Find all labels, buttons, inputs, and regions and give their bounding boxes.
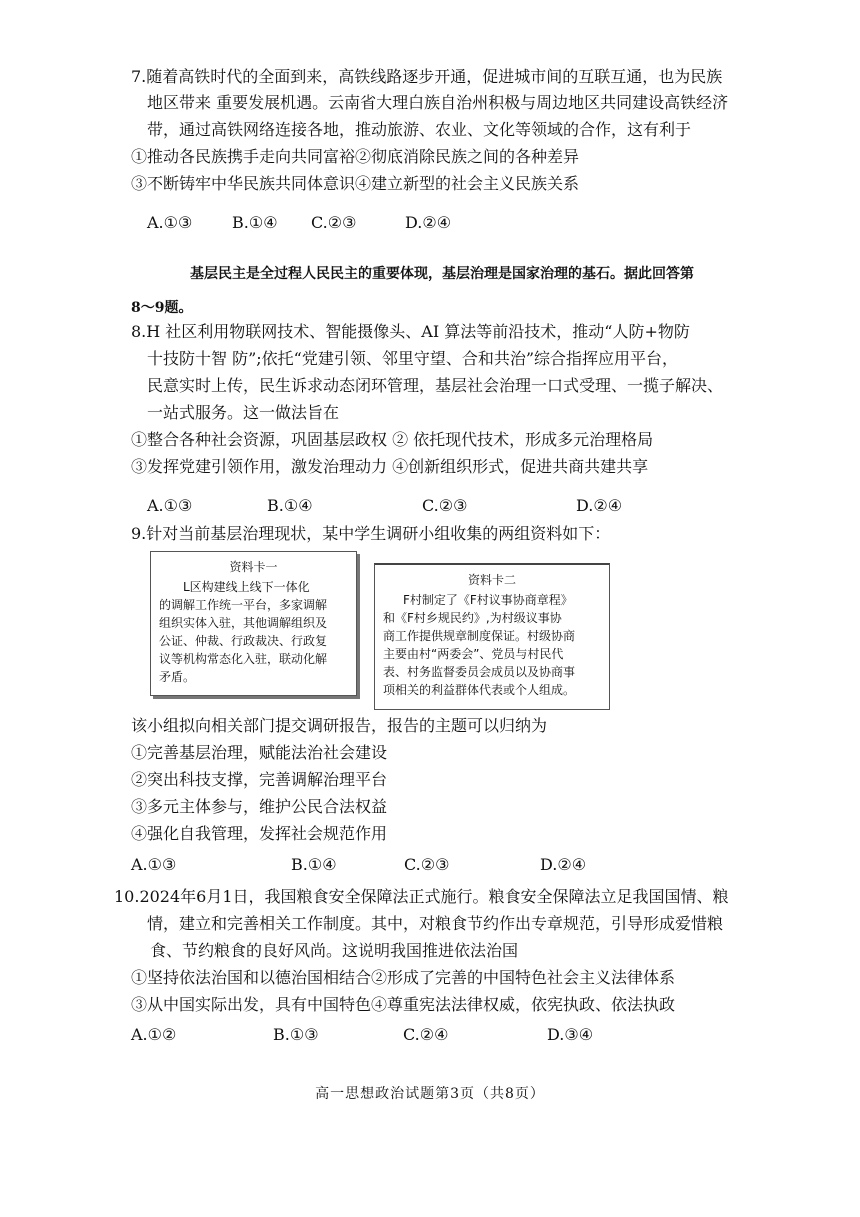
q7-option-b: B.①④ — [232, 213, 278, 232]
q9-option-a: A.①③ — [131, 855, 177, 874]
q7-line-4: ①推动各民族携手走向共同富裕②彻底消除民族之间的各种差异 — [131, 147, 580, 166]
material-card-2 — [374, 563, 610, 710]
material-card-1-body: L区构建线上线下一体化 的调解工作统一平台，多家调解 组织实体入驻，其他调解组织及 公证、仲裁、行政裁决、行政复 议等机构常态化入驻，联动化解 矛盾。 — [159, 580, 328, 684]
q9-line-5: ④强化自我管理，发挥社会规范作用 — [131, 824, 388, 843]
intro-line-2: 8～9题。 — [131, 300, 193, 316]
q10-line-4: ①坚持依法治国和以德治国相结合②形成了完善的中国特色社会主义法律体系 — [131, 968, 676, 987]
q7-option-c: C.②③ — [311, 213, 357, 232]
q8-line-1: 8.H 社区利用物联网技术、智能摄像头、AI 算法等前沿技术，推动“人防+物防 — [131, 322, 690, 341]
q10-line-3: 食、节约粮食的良好风尚。这说明我国推进依法治国 — [150, 941, 519, 960]
q8-line-6: ③发挥党建引领作用，激发治理动力 ④创新组织形式，促进共商共建共享 — [131, 457, 649, 476]
q8-line-3: 民意实时上传，民生诉求动态闭环管理，基层社会治理一口式受理、一揽子解决、 — [147, 376, 724, 395]
q7-line-1: 7.随着高铁时代的全面到来，高铁线路逐步开通，促进城市间的互联互通，也为民族 — [131, 67, 723, 86]
q8-option-a: A.①③ — [147, 496, 193, 515]
q9-option-c: C.②③ — [404, 855, 450, 874]
q8-line-5: ①整合各种社会资源，巩固基层政权 ② 依托现代技术，形成多元治理格局 — [131, 430, 654, 449]
q10-line-2: 情，建立和完善相关工作制度。其中，对粮食节约作出专章规范，引导形成爱惜粮 — [147, 914, 724, 933]
page-footer: 高一思想政治试题第3页（共8页） — [315, 1086, 545, 1102]
material-card-2-body: F村制定了《F村议事协商章程》 和《F村乡规民约》,为村级议事协 商工作提供规章制度保证。村级协商 主要由村“两委会”、党员与村民代 表、村务监督委员会成员以及协商事 项相关的利益群体代表或个人组成。 — [383, 593, 576, 697]
q10-option-d: D.③④ — [547, 1025, 594, 1044]
q10-line-1: 10.2024年6月1日，我国粮食安全保障法正式施行。粮食安全保障法立足我国国情、粮 — [114, 887, 729, 906]
q9-option-b: B.①④ — [291, 855, 337, 874]
q9-option-d: D.②④ — [540, 855, 587, 874]
intro-line-1: 基层民主是全过程人民民主的重要体现，基层治理是国家治理的基石。据此回答第 — [190, 266, 694, 282]
q9-line-2: ①完善基层治理，赋能法治社会建设 — [131, 743, 388, 762]
q8-line-2: 十技防十智 防”;依托“党建引领、邻里守望、合和共治”综合指挥应用平台， — [147, 349, 679, 368]
q7-option-d: D.②④ — [405, 213, 452, 232]
q7-line-5: ③不断铸牢中华民族共同体意识④建立新型的社会主义民族关系 — [131, 174, 580, 193]
q9-stem: 9.针对当前基层治理现状，某中学生调研小组收集的两组资料如下： — [131, 524, 611, 543]
q10-option-a: A.①② — [131, 1025, 177, 1044]
material-card-1 — [150, 551, 357, 696]
q8-option-d: D.②④ — [576, 496, 623, 515]
q7-line-2: 地区带来 重要发展机遇。云南省大理白族自治州积极与周边地区共同建设高铁经济 — [147, 93, 729, 112]
material-card-2-title: 资料卡二 — [467, 573, 516, 587]
q8-line-4: 一站式服务。这一做法旨在 — [147, 403, 340, 422]
q10-option-b: B.①③ — [273, 1025, 319, 1044]
q8-option-b: B.①④ — [267, 496, 313, 515]
q9-line-3: ②突出科技支撑，完善调解治理平台 — [131, 770, 388, 789]
q7-line-3: 带，通过高铁网络连接各地，推动旅游、农业、文化等领域的合作，这有利于 — [147, 120, 692, 139]
q9-line-4: ③多元主体参与，维护公民合法权益 — [131, 797, 388, 816]
material-card-1-title: 资料卡一 — [229, 560, 278, 574]
q10-option-c: C.②④ — [403, 1025, 449, 1044]
q7-option-a: A.①③ — [147, 213, 193, 232]
q10-line-5: ③从中国实际出发，具有中国特色④尊重宪法法律权威，依宪执政、依法执政 — [131, 995, 676, 1014]
q9-line-1: 该小组拟向相关部门提交调研报告，报告的主题可以归纳为 — [131, 716, 548, 735]
q8-option-c: C.②③ — [422, 496, 468, 515]
